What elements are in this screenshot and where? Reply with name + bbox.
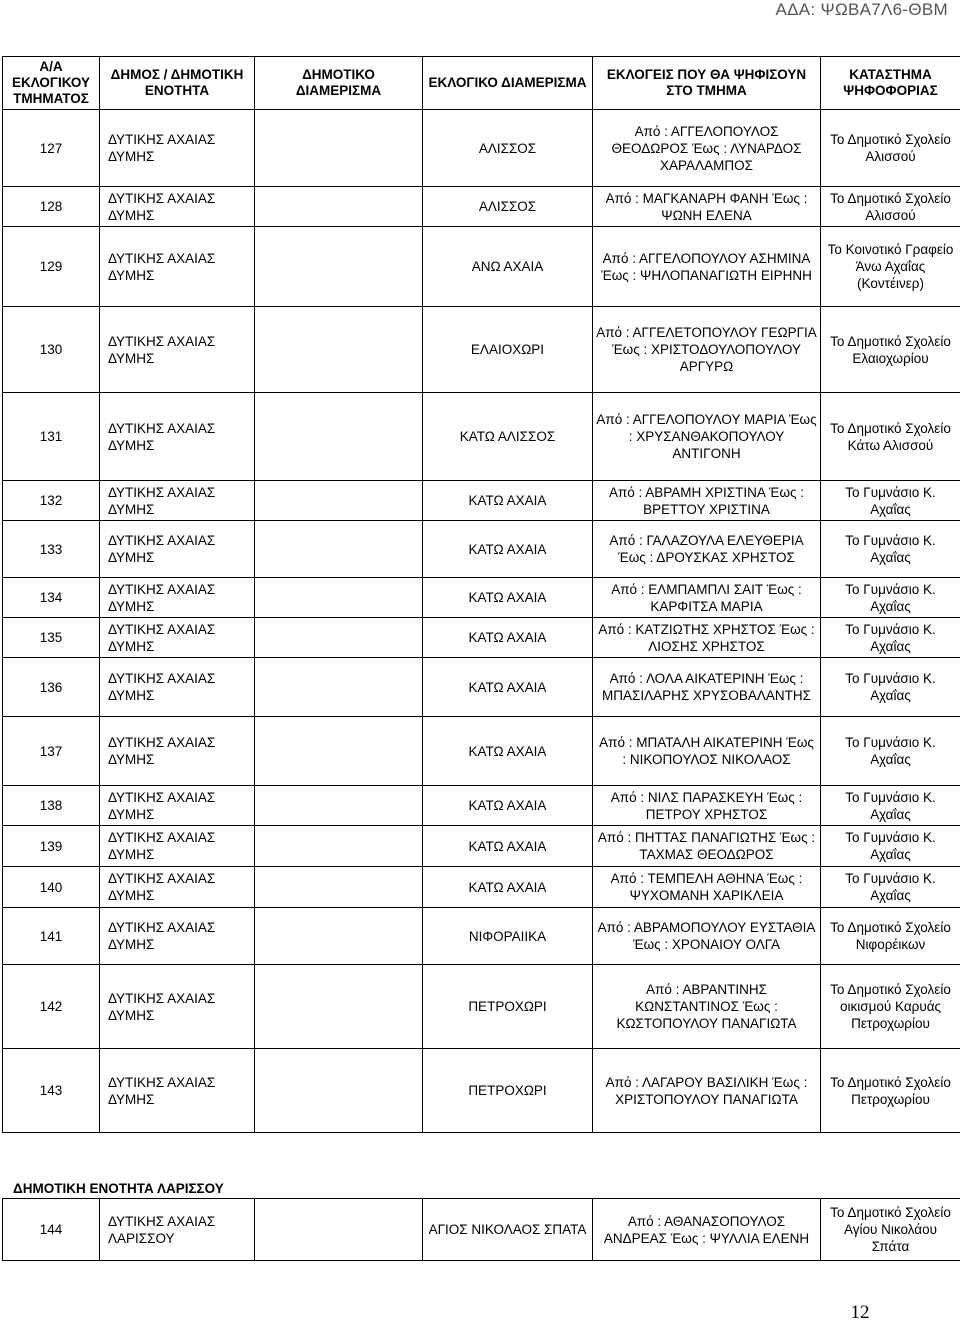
table-row xyxy=(3,717,960,786)
store-cell: Το Δημοτικό Σχολείο Ελαιοχωρίου xyxy=(821,307,960,393)
dimotiko-cell xyxy=(255,965,423,1049)
voters-cell: Από : ΑΓΓΕΛΟΠΟΥΛΟΥ ΑΣΗΜΙΝΑ Έως : ΨΗΛΟΠΑΝΑΓΙΩΤΗ ΕΙΡΗΝΗ xyxy=(593,227,821,307)
dimos-cell: ΔΥΤΙΚΗΣ ΑΧΑΙΑΣ ΔΥΜΗΣ xyxy=(100,717,255,786)
larissou-table xyxy=(2,1198,960,1261)
aa-cell: 133 xyxy=(3,521,100,578)
table-row xyxy=(3,867,960,908)
table-row xyxy=(3,826,960,867)
section-title: ΔΗΜΟΤΙΚΗ ΕΝΟΤΗΤΑ ΛΑΡΙΣΣΟΥ xyxy=(13,1181,224,1196)
aa-cell: 131 xyxy=(3,393,100,481)
eklogiko-cell: ΚΑΤΩ ΑΧΑΙΑ xyxy=(423,618,593,658)
store-cell: Το Δημοτικό Σχολείο Κάτω Αλισσού xyxy=(821,393,960,481)
table-row xyxy=(3,110,960,187)
store-cell: Το Γυμνάσιο Κ. Αχαΐας xyxy=(821,481,960,521)
dimotiko-cell xyxy=(255,826,423,867)
eklogiko-cell: ΚΑΤΩ ΑΧΑΙΑ xyxy=(423,717,593,786)
dimotiko-cell xyxy=(255,578,423,618)
dimos-cell: ΔΥΤΙΚΗΣ ΑΧΑΙΑΣ ΔΥΜΗΣ xyxy=(100,187,255,227)
dimos-cell: ΔΥΤΙΚΗΣ ΑΧΑΙΑΣ ΛΑΡΙΣΣΟΥ xyxy=(100,1199,255,1261)
header-dimotiko-diamerisma: ΔΗΜΟΤΙΚΟ ΔΙΑΜΕΡΙΣΜΑ xyxy=(255,57,423,110)
aa-cell: 142 xyxy=(3,965,100,1049)
eklogiko-cell: ΚΑΤΩ ΑΧΑΙΑ xyxy=(423,578,593,618)
dimotiko-cell xyxy=(255,786,423,826)
dimotiko-cell xyxy=(255,481,423,521)
dimos-cell: ΔΥΤΙΚΗΣ ΑΧΑΙΑΣ ΔΥΜΗΣ xyxy=(100,786,255,826)
dimos-cell: ΔΥΤΙΚΗΣ ΑΧΑΙΑΣ ΔΥΜΗΣ xyxy=(100,965,255,1049)
table-row xyxy=(3,227,960,307)
store-cell: Το Γυμνάσιο Κ. Αχαΐας xyxy=(821,618,960,658)
store-cell: Το Δημοτικό Σχολείο Αγίου Νικολάου Σπάτα xyxy=(821,1199,960,1261)
table-row xyxy=(3,1049,960,1133)
eklogiko-cell: ΚΑΤΩ ΑΧΑΙΑ xyxy=(423,867,593,908)
dimotiko-cell xyxy=(255,1199,423,1261)
eklogiko-cell: ΚΑΤΩ ΑΧΑΙΑ xyxy=(423,658,593,717)
table-row xyxy=(3,1199,960,1261)
eklogiko-cell: ΑΝΩ ΑΧΑΙΑ xyxy=(423,227,593,307)
dimotiko-cell xyxy=(255,908,423,965)
eklogiko-cell: ΑΛΙΣΣΟΣ xyxy=(423,110,593,187)
store-cell: Το Γυμνάσιο Κ. Αχαΐας xyxy=(821,521,960,578)
dimotiko-cell xyxy=(255,717,423,786)
store-cell: Το Γυμνάσιο Κ. Αχαΐας xyxy=(821,867,960,908)
store-cell: Το Δημοτικό Σχολείο οικισμού Καρυάς Πετροχωρίου xyxy=(821,965,960,1049)
dimos-cell: ΔΥΤΙΚΗΣ ΑΧΑΙΑΣ ΔΥΜΗΣ xyxy=(100,1049,255,1133)
eklogiko-cell: ΚΑΤΩ ΑΛΙΣΣΟΣ xyxy=(423,393,593,481)
page-number: 12 xyxy=(0,1302,960,1324)
voters-cell: Από : ΕΛΜΠΑΜΠΛΙ ΣΑΙΤ Έως : ΚΑΡΦΙΤΣΑ ΜΑΡΙΑ xyxy=(593,578,821,618)
table-header-row xyxy=(3,57,960,110)
dimotiko-cell xyxy=(255,227,423,307)
table-row xyxy=(3,307,960,393)
dimotiko-cell xyxy=(255,658,423,717)
dimotiko-cell xyxy=(255,618,423,658)
dimos-cell: ΔΥΤΙΚΗΣ ΑΧΑΙΑΣ ΔΥΜΗΣ xyxy=(100,908,255,965)
dimos-cell: ΔΥΤΙΚΗΣ ΑΧΑΙΑΣ ΔΥΜΗΣ xyxy=(100,393,255,481)
aa-cell: 141 xyxy=(3,908,100,965)
dimos-cell: ΔΥΤΙΚΗΣ ΑΧΑΙΑΣ ΔΥΜΗΣ xyxy=(100,307,255,393)
voters-cell: Από : ΝΙΛΣ ΠΑΡΑΣΚΕΥΗ Έως : ΠΕΤΡΟΥ ΧΡΗΣΤΟΣ xyxy=(593,786,821,826)
voters-cell: Από : ΑΘΑΝΑΣΟΠΟΥΛΟΣ ΑΝΔΡΕΑΣ Έως : ΨΥΛΛΙΑ ΕΛΕΝΗ xyxy=(593,1199,821,1261)
dimotiko-cell xyxy=(255,867,423,908)
header-eklogiko-diamerisma: ΕΚΛΟΓΙΚΟ ΔΙΑΜΕΡΙΣΜΑ xyxy=(423,57,593,110)
aa-cell: 136 xyxy=(3,658,100,717)
aa-cell: 129 xyxy=(3,227,100,307)
header-katastima: ΚΑΤΑΣΤΗΜΑ ΨΗΦΟΦΟΡΙΑΣ xyxy=(821,57,960,110)
store-cell: Το Γυμνάσιο Κ. Αχαΐας xyxy=(821,717,960,786)
store-cell: Το Κοινοτικό Γραφείο Άνω Αχαΐας (Κοντέινερ) xyxy=(821,227,960,307)
eklogiko-cell: ΚΑΤΩ ΑΧΑΙΑ xyxy=(423,481,593,521)
table-row xyxy=(3,393,960,481)
store-cell: Το Γυμνάσιο Κ. Αχαΐας xyxy=(821,658,960,717)
store-cell: Το Δημοτικό Σχολείο Αλισσού xyxy=(821,110,960,187)
store-cell: Το Γυμνάσιο Κ. Αχαΐας xyxy=(821,826,960,867)
eklogiko-cell: ΠΕΤΡΟΧΩΡΙ xyxy=(423,965,593,1049)
voters-cell: Από : ΑΓΓΕΛΕΤΟΠΟΥΛΟΥ ΓΕΩΡΓΙΑ Έως : ΧΡΙΣΤΟΔΟΥΛΟΠΟΥΛΟΥ ΑΡΓΥΡΩ xyxy=(593,307,821,393)
voters-cell: Από : ΜΠΑΤΑΛΗ ΑΙΚΑΤΕΡΙΝΗ Έως : ΝΙΚΟΠΟΥΛΟΣ ΝΙΚΟΛΑΟΣ xyxy=(593,717,821,786)
aa-cell: 134 xyxy=(3,578,100,618)
store-cell: Το Δημοτικό Σχολείο Αλισσού xyxy=(821,187,960,227)
voters-cell: Από : ΤΕΜΠΕΛΗ ΑΘΗΝΑ Έως : ΨΥΧΟΜΑΝΗ ΧΑΡΙΚΛΕΙΑ xyxy=(593,867,821,908)
aa-cell: 135 xyxy=(3,618,100,658)
dimos-cell: ΔΥΤΙΚΗΣ ΑΧΑΙΑΣ ΔΥΜΗΣ xyxy=(100,867,255,908)
dimos-cell: ΔΥΤΙΚΗΣ ΑΧΑΙΑΣ ΔΥΜΗΣ xyxy=(100,826,255,867)
aa-cell: 143 xyxy=(3,1049,100,1133)
voters-cell: Από : ΛΟΛΑ ΑΙΚΑΤΕΡΙΝΗ Έως : ΜΠΑΣΙΛΑΡΗΣ ΧΡΥΣΟΒΑΛΑΝΤΗΣ xyxy=(593,658,821,717)
aa-cell: 139 xyxy=(3,826,100,867)
table-row xyxy=(3,187,960,227)
header-aa: Α/Α ΕΚΛΟΓΙΚΟΥ ΤΜΗΜΑΤΟΣ xyxy=(3,57,100,110)
aa-cell: 138 xyxy=(3,786,100,826)
aa-cell: 127 xyxy=(3,110,100,187)
aa-cell: 130 xyxy=(3,307,100,393)
table-row xyxy=(3,578,960,618)
aa-cell: 140 xyxy=(3,867,100,908)
store-cell: Το Δημοτικό Σχολείο Νιφορέικων xyxy=(821,908,960,965)
table-row xyxy=(3,908,960,965)
table-row xyxy=(3,521,960,578)
aa-cell: 144 xyxy=(3,1199,100,1261)
eklogiko-cell: ΕΛΑΙΟΧΩΡΙ xyxy=(423,307,593,393)
ada-code: ΑΔΑ: ΨΩΒΑ7Λ6-ΘΒΜ xyxy=(775,0,948,20)
aa-cell: 128 xyxy=(3,187,100,227)
voters-cell: Από : ΜΑΓΚΑΝΑΡΗ ΦΑΝΗ Έως : ΨΩΝΗ ΕΛΕΝΑ xyxy=(593,187,821,227)
store-cell: Το Γυμνάσιο Κ. Αχαΐας xyxy=(821,786,960,826)
dimotiko-cell xyxy=(255,393,423,481)
voters-cell: Από : ΑΒΡΑΝΤΙΝΗΣ ΚΩΝΣΤΑΝΤΙΝΟΣ Έως : ΚΩΣΤΟΠΟΥΛΟΥ ΠΑΝΑΓΙΩΤΑ xyxy=(593,965,821,1049)
dimos-cell: ΔΥΤΙΚΗΣ ΑΧΑΙΑΣ ΔΥΜΗΣ xyxy=(100,481,255,521)
aa-cell: 132 xyxy=(3,481,100,521)
dimotiko-cell xyxy=(255,1049,423,1133)
store-cell: Το Γυμνάσιο Κ. Αχαΐας xyxy=(821,578,960,618)
dimos-cell: ΔΥΤΙΚΗΣ ΑΧΑΙΑΣ ΔΥΜΗΣ xyxy=(100,521,255,578)
dimotiko-cell xyxy=(255,110,423,187)
voters-cell: Από : ΓΑΛΑΖΟΥΛΑ ΕΛΕΥΘΕΡΙΑ Έως : ΔΡΟΥΣΚΑΣ ΧΡΗΣΤΟΣ xyxy=(593,521,821,578)
dimos-cell: ΔΥΤΙΚΗΣ ΑΧΑΙΑΣ ΔΥΜΗΣ xyxy=(100,578,255,618)
eklogiko-cell: ΚΑΤΩ ΑΧΑΙΑ xyxy=(423,521,593,578)
header-dimos: ΔΗΜΟΣ / ΔΗΜΟΤΙΚΗ ΕΝΟΤΗΤΑ xyxy=(100,57,255,110)
table-row xyxy=(3,481,960,521)
voters-cell: Από : ΠΗΤΤΑΣ ΠΑΝΑΓΙΩΤΗΣ Έως : ΤΑΧΜΑΣ ΘΕΟΔΩΡΟΣ xyxy=(593,826,821,867)
eklogiko-cell: ΑΛΙΣΣΟΣ xyxy=(423,187,593,227)
voters-cell: Από : ΑΓΓΕΛΟΠΟΥΛΟΣ ΘΕΟΔΩΡΟΣ Έως : ΛΥΝΑΡΔΟΣ ΧΑΡΑΛΑΜΠΟΣ xyxy=(593,110,821,187)
eklogiko-cell: ΚΑΤΩ ΑΧΑΙΑ xyxy=(423,826,593,867)
aa-cell: 137 xyxy=(3,717,100,786)
table-row xyxy=(3,658,960,717)
table-row xyxy=(3,786,960,826)
eklogiko-cell: ΠΕΤΡΟΧΩΡΙ xyxy=(423,1049,593,1133)
dimos-cell: ΔΥΤΙΚΗΣ ΑΧΑΙΑΣ ΔΥΜΗΣ xyxy=(100,227,255,307)
eklogiko-cell: ΑΓΙΟΣ ΝΙΚΟΛΑΟΣ ΣΠΑΤΑ xyxy=(423,1199,593,1261)
table-row xyxy=(3,618,960,658)
polling-stations-table xyxy=(2,56,960,1133)
dimos-cell: ΔΥΤΙΚΗΣ ΑΧΑΙΑΣ ΔΥΜΗΣ xyxy=(100,658,255,717)
dimos-cell: ΔΥΤΙΚΗΣ ΑΧΑΙΑΣ ΔΥΜΗΣ xyxy=(100,110,255,187)
table-row xyxy=(3,965,960,1049)
eklogiko-cell: ΝΙΦΟΡΑΙΙΚΑ xyxy=(423,908,593,965)
voters-cell: Από : ΛΑΓΑΡΟΥ ΒΑΣΙΛΙΚΗ Έως : ΧΡΙΣΤΟΠΟΥΛΟΥ ΠΑΝΑΓΙΩΤΑ xyxy=(593,1049,821,1133)
dimotiko-cell xyxy=(255,521,423,578)
eklogiko-cell: ΚΑΤΩ ΑΧΑΙΑ xyxy=(423,786,593,826)
voters-cell: Από : ΚΑΤΖΙΩΤΗΣ ΧΡΗΣΤΟΣ Έως : ΛΙΟΣΗΣ ΧΡΗΣΤΟΣ xyxy=(593,618,821,658)
voters-cell: Από : ΑΓΓΕΛΟΠΟΥΛΟΥ ΜΑΡΙΑ Έως : ΧΡΥΣΑΝΘΑΚΟΠΟΥΛΟΥ ΑΝΤΙΓΟΝΗ xyxy=(593,393,821,481)
dimos-cell: ΔΥΤΙΚΗΣ ΑΧΑΙΑΣ ΔΥΜΗΣ xyxy=(100,618,255,658)
dimotiko-cell xyxy=(255,187,423,227)
dimotiko-cell xyxy=(255,307,423,393)
header-eklogeis: ΕΚΛΟΓΕΙΣ ΠΟΥ ΘΑ ΨΗΦΙΣΟΥΝ ΣΤΟ ΤΜΗΜΑ xyxy=(593,57,821,110)
store-cell: Το Δημοτικό Σχολείο Πετροχωρίου xyxy=(821,1049,960,1133)
voters-cell: Από : ΑΒΡΑΜΟΠΟΥΛΟΥ ΕΥΣΤΑΘΙΑ Έως : ΧΡΟΝΑΙΟΥ ΟΛΓΑ xyxy=(593,908,821,965)
voters-cell: Από : ΑΒΡΑΜΗ ΧΡΙΣΤΙΝΑ Έως : ΒΡΕΤΤΟΥ ΧΡΙΣΤΙΝΑ xyxy=(593,481,821,521)
